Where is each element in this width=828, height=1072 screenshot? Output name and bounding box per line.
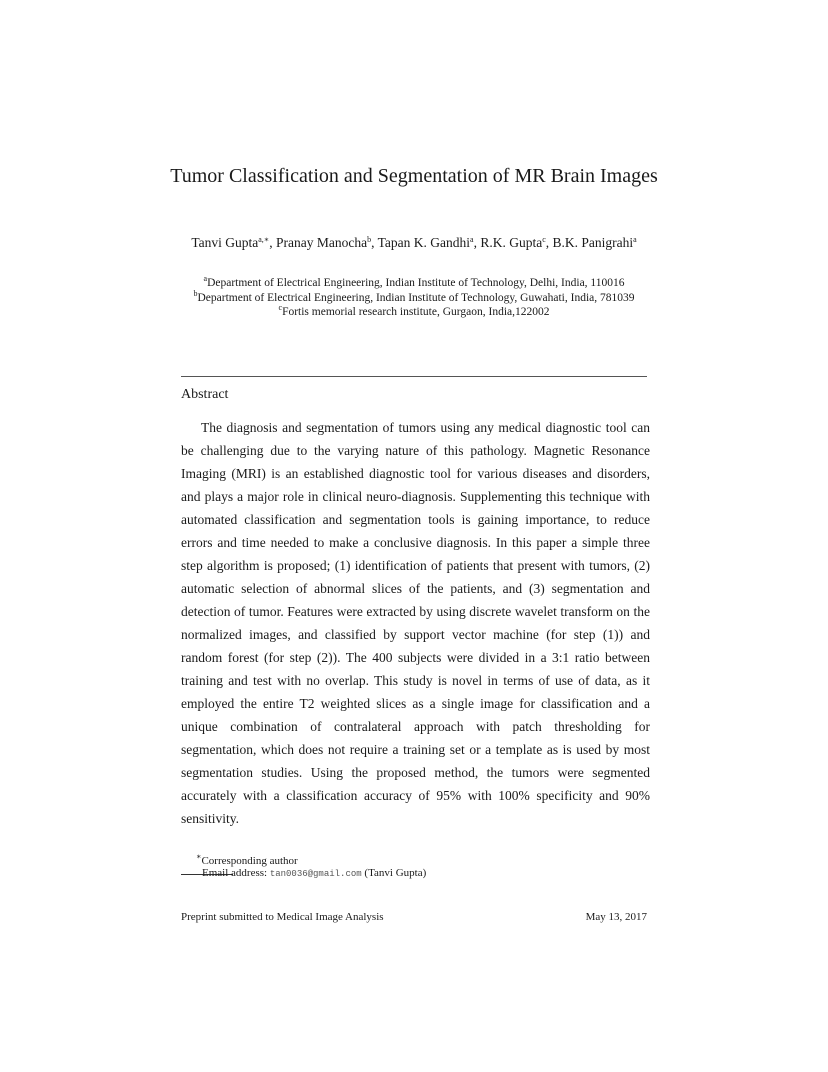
abstract-text: The diagnosis and segmentation of tumors using any medical diagnostic tool can be challenging due to the varying nature of this pathology. Magnetic Resonance Imaging (MRI) is an established diagnostic tool for various diseases and disorders, and plays a major role in clinical neuro-diagnosis. Supplementing this technique with automated classification and segmentation tools is gaining importance, to reduce errors and time needed to make a conclusive diagnosis. In this paper a simple three step algorithm is proposed; (1) identification of patients that present with tumors, (2) automatic selection of abnormal slices of the patients, and (3) segmentation and detection of tumor. Features were extracted by using discrete wavelet transform on the normalized images, and classified by support vector machine (for step (1)) and random forest (for step (2)). The 400 subjects were divided in a 3:1 ratio between training and test with no overlap. This study is novel in terms of use of data, as it employed the entire T2 weighted slices as a single image for classification and a unique combination of contralateral approach with patch thresholding for segmentation, which does not require a training set or a template as is used by most segmentation studies. Using the proposed method, the tumors were segmented accurately with a classification accuracy of 95% with 100% specificity and 90% sensitivity. [181,420,650,826]
paper-title: Tumor Classification and Segmentation of MR Brain Images [170,165,658,187]
affiliation-list [150,276,678,320]
preprint-date: May 13, 2017 [585,911,647,923]
author-affiliation-mark: a,∗ [258,235,270,244]
email-label: Email address: [202,867,268,879]
header-divider [181,376,647,377]
affiliation-mark: b [193,288,198,298]
affiliation-item [150,276,678,291]
email-owner: (Tanvi Gupta) [364,867,427,879]
author-affiliation-mark: a [633,235,637,244]
affiliation-item [150,305,678,320]
affiliation-mark: c [278,303,283,312]
author-list: Tanvi Gupta$^{a,∗}$, Pranay Manocha$^b$, Tapan K. Gandhi$^a$, R.K. Gupta$^c$, B.K. Panigrahi$^a$ [191,235,637,250]
email-link[interactable]: tan0036@gmail.com [269,869,362,879]
abstract-heading: Abstract [181,387,229,402]
affiliation-text: Department of Electrical Engineering, Indian Institute of Technology, Delhi, India, 110016 [207,277,625,289]
author-name: R.K. Gupta [480,235,543,250]
author-affiliation-mark: b [367,235,372,244]
affiliation-mark: a [203,274,208,283]
author-name: Tapan K. Gandhi [377,235,470,250]
author-name: Tanvi Gupta [191,235,259,250]
preprint-note: Preprint submitted to Medical Image Analysis [181,911,384,923]
author-affiliation-mark: a [470,235,474,244]
affiliation-text: Fortis memorial research institute, Gurgaon, India,122002 [282,306,550,318]
footnote-mark: ∗ [196,852,202,861]
author-name: Pranay Manocha [275,235,368,250]
footnote-text: Corresponding author [201,855,298,867]
affiliation-item [150,288,678,306]
affiliation-text: Department of Electrical Engineering, Indian Institute of Technology, Guwahati, India, 781039 [197,291,635,304]
footnote-email [202,867,426,879]
author-affiliation-mark: c [542,235,546,244]
author-name: B.K. Panigrahi [552,235,634,250]
footnote-corresponding [196,852,298,867]
